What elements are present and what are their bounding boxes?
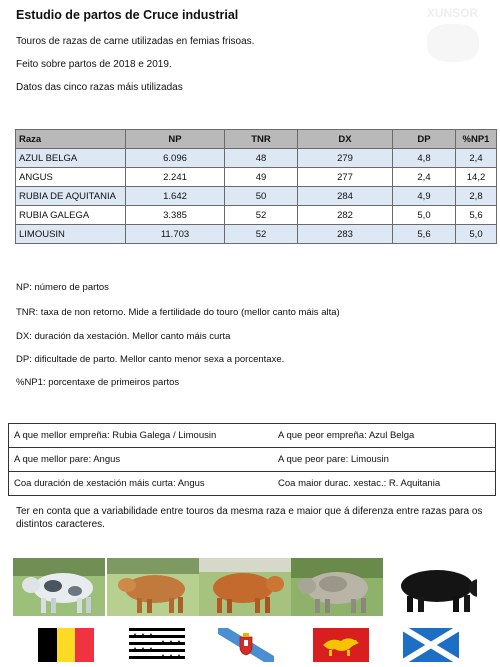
breeds-data-table [15, 129, 497, 244]
cell-np1: 14,2 [456, 168, 497, 187]
summary-worst-fertility: A que peor empreña: Azul Belga [273, 424, 496, 448]
table-header-row [16, 130, 497, 149]
cell-dx: 277 [298, 168, 393, 187]
summary-worst-calving: A que peor pare: Limousin [273, 448, 496, 472]
scotland-flag-icon [403, 628, 459, 662]
cell-dx: 282 [298, 206, 393, 225]
page-title: Estudio de partos de Cruce industrial [16, 8, 239, 22]
intro-line-2: Feito sobre partos de 2018 e 2019. [16, 59, 172, 70]
azul-belga-photo [13, 558, 105, 616]
definition-np: NP: número de partos [16, 282, 109, 293]
summary-longest-gestation: Coa maior durac. xestac.: R. Aquitania [278, 478, 441, 489]
cell-tnr: 52 [225, 206, 298, 225]
cell-tnr: 48 [225, 149, 298, 168]
cell-raza: RUBIA DE AQUITANIA [16, 187, 126, 206]
aquitaine-flag-icon [313, 628, 369, 662]
table-row [16, 187, 497, 206]
definition-np1: %NP1: porcentaxe de primeiros partos [16, 377, 180, 388]
cell-dp: 5,0 [393, 206, 456, 225]
rubia-galega-photo [291, 558, 383, 616]
cell-dx: 279 [298, 149, 393, 168]
col-header-dp: DP [393, 130, 456, 149]
col-header-raza: Raza [16, 130, 126, 149]
cell-raza: LIMOUSIN [16, 225, 126, 244]
cell-dx: 284 [298, 187, 393, 206]
cell-dp: 4,9 [393, 187, 456, 206]
rubia-de-aquitania-photo [107, 558, 199, 616]
cell-np: 2.241 [126, 168, 225, 187]
cell-tnr: 52 [225, 225, 298, 244]
cell-raza: RUBIA GALEGA [16, 206, 126, 225]
table-row [16, 225, 497, 244]
intro-line-3: Datos das cinco razas máis utilizadas [16, 82, 183, 93]
summary-row [9, 472, 496, 496]
variability-note: Ter en conta que a variabilidade entre touros da mesma raza e maior que á diferenza entre razas para os distintos caracteres. [16, 506, 483, 530]
col-header-tnr: TNR [225, 130, 298, 149]
table-row [16, 149, 497, 168]
watermark-text: XUNSOR [426, 6, 479, 20]
brittany-flag-icon [129, 628, 185, 662]
cell-raza: ANGUS [16, 168, 126, 187]
cell-np: 1.642 [126, 187, 225, 206]
cell-tnr: 50 [225, 187, 298, 206]
cell-dx: 283 [298, 225, 393, 244]
definition-dp: DP: dificultade de parto. Mellor canto menor sexa a porcentaxe. [16, 354, 285, 365]
cell-np: 3.385 [126, 206, 225, 225]
table-row [16, 206, 497, 225]
belgium-flag-icon [38, 628, 94, 662]
cell-dp: 5,6 [393, 225, 456, 244]
cell-np1: 5,0 [456, 225, 497, 244]
cell-np1: 2,8 [456, 187, 497, 206]
summary-best-fertility: A que mellor empreña: Rubia Galega / Limousin [9, 424, 274, 448]
cell-np: 11.703 [126, 225, 225, 244]
summary-row [9, 448, 496, 472]
definition-dx: DX: duración da xestación. Mellor canto máis curta [16, 331, 231, 342]
cell-np1: 2,4 [456, 149, 497, 168]
cell-np: 6.096 [126, 149, 225, 168]
cell-np1: 5,6 [456, 206, 497, 225]
watermark-logo [410, 6, 495, 66]
galicia-flag-icon [218, 628, 274, 662]
definition-tnr: TNR: taxa de non retorno. Mide a fertilidade do touro (mellor canto máis alta) [16, 307, 340, 318]
table-row [16, 168, 497, 187]
summary-row [9, 424, 496, 448]
col-header-dx: DX [298, 130, 393, 149]
angus-photo [385, 558, 477, 616]
summary-best-calving: A que mellor pare: Angus [9, 448, 274, 472]
col-header-np1: %NP1 [456, 130, 497, 149]
limousin-photo [199, 558, 291, 616]
col-header-np: NP [126, 130, 225, 149]
watermark-shape [427, 24, 479, 62]
intro-line-1: Touros de razas de carne utilizadas en femias frisoas. [16, 36, 255, 47]
summary-table [8, 423, 496, 496]
cell-tnr: 49 [225, 168, 298, 187]
summary-shortest-gestation: Coa duración de xestación máis curta: Angus [14, 478, 205, 489]
cell-raza: AZUL BELGA [16, 149, 126, 168]
cell-dp: 2,4 [393, 168, 456, 187]
cell-dp: 4,8 [393, 149, 456, 168]
